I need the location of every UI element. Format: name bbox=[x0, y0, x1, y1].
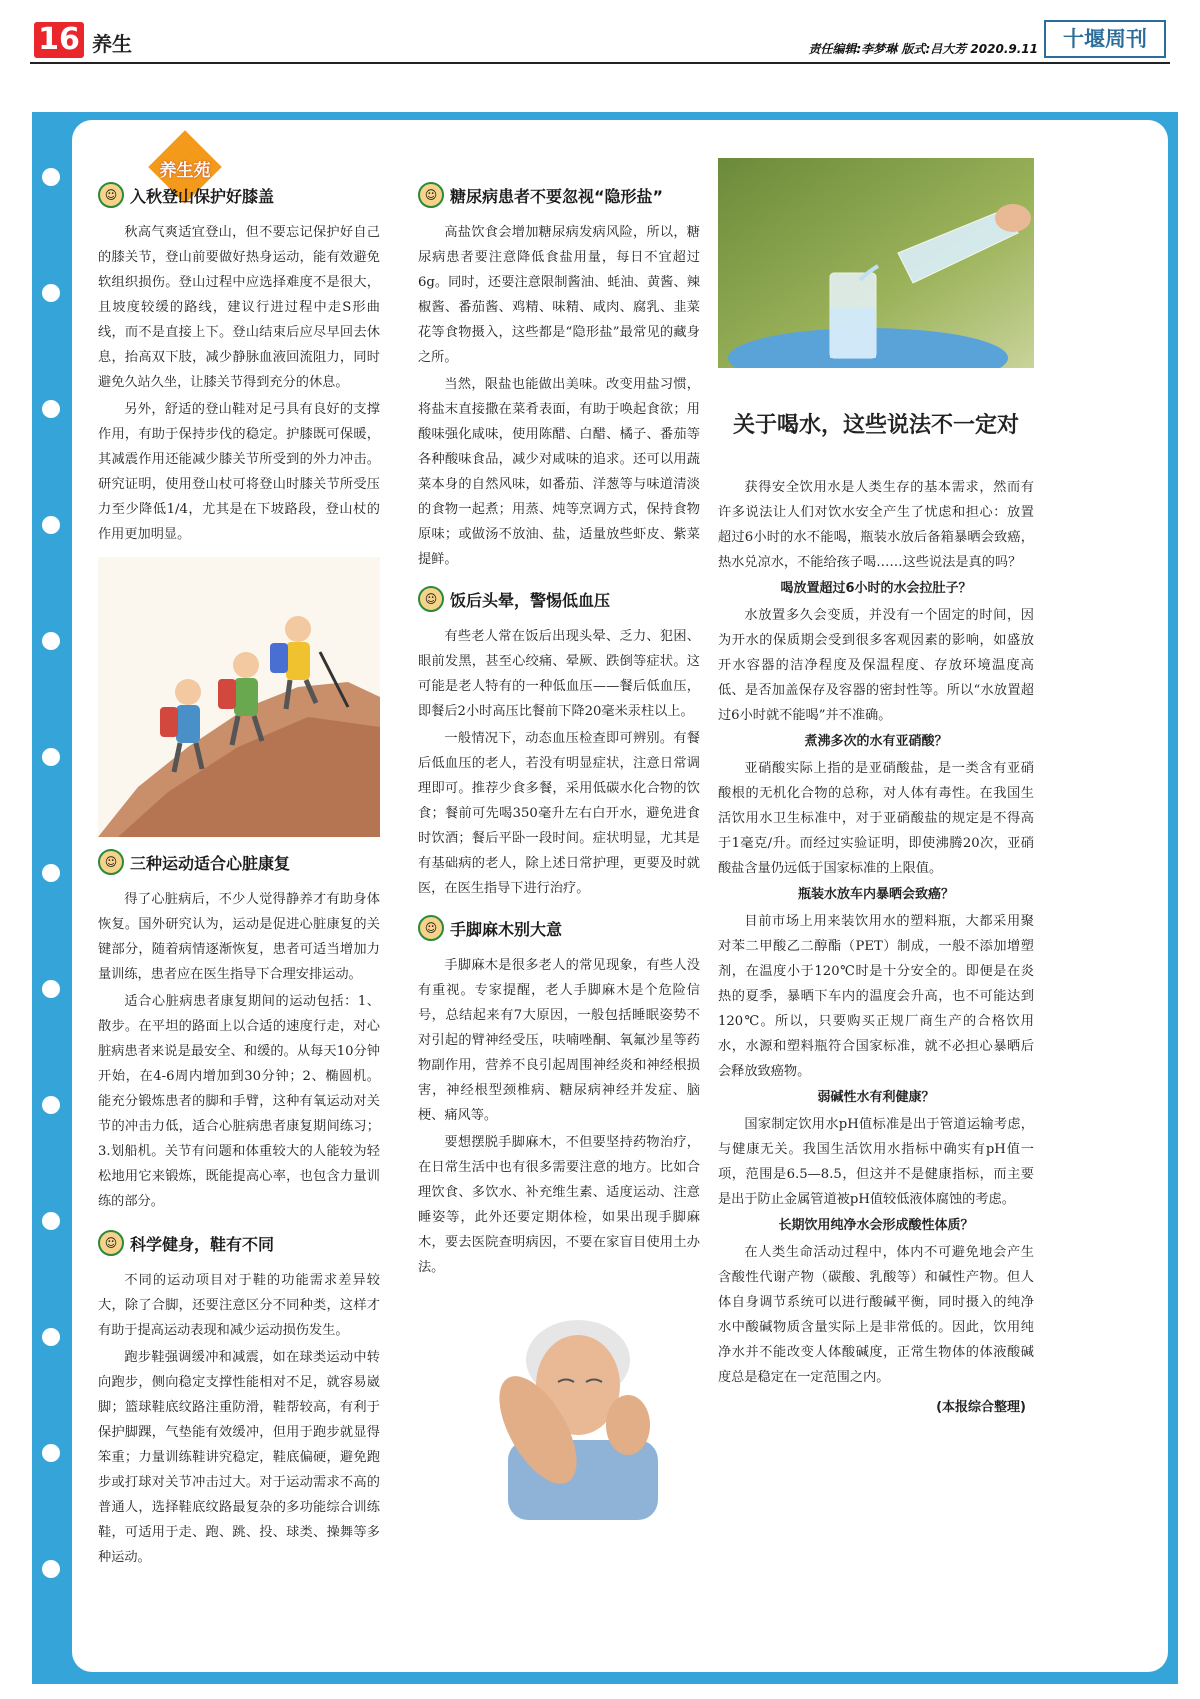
binder-hole bbox=[42, 168, 60, 186]
column-2 bbox=[418, 178, 700, 1532]
face-icon: ☺ bbox=[98, 1230, 124, 1256]
paragraph: 得了心脏病后，不少人觉得静养才有助身体恢复。国外研究认为，运动是促进心脏康复的关键部分，随着病情逐渐恢复，患者可适当增加力量训练，患者应在医生指导下合理安排运动。 bbox=[98, 892, 380, 982]
source-credit: (本报综合整理) bbox=[936, 1400, 1026, 1415]
content-frame bbox=[32, 112, 1178, 1684]
binder-hole bbox=[42, 1328, 60, 1346]
header-rule bbox=[30, 62, 1170, 64]
paragraph: 跑步鞋强调缓冲和减震，如在球类运动中转向跑步，侧向稳定支撑性能相对不足，就容易崴脚；篮球鞋底纹路注重防滑，鞋帮较高，有利于保护脚踝，气垫能有效缓冲，但用于跑步就显得笨重；力量训练鞋讲究稳定，鞋底偏硬，避免跑步或打球对关节冲击过大。对于运动需求不高的普通人，选择鞋底纹路最复杂的多功能综合训练鞋，可适用于走、跑、跳、投、球类、操舞等多种运动。 bbox=[98, 1350, 380, 1565]
section-name: 养生 bbox=[92, 32, 132, 56]
article-heading: ☺ 糖尿病患者不要忽视“隐形盐” bbox=[418, 182, 700, 208]
binder-hole bbox=[42, 864, 60, 882]
subheading: 煮沸多次的水有亚硝酸？ bbox=[804, 734, 948, 749]
paragraph: 另外，舒适的登山鞋对足弓具有良好的支撑作用，有助于保持步伐的稳定。护膝既可保暖，其减震作用还能减少膝关节所受到的外力冲击。研究证明，使用登山杖可将登山时膝关节所受压力至少降低1/4，尤其是在下坡路段，登山杖的作用更加明显。 bbox=[98, 402, 380, 542]
water-pouring-photo bbox=[718, 158, 1034, 372]
editors-line: 责任编辑:李梦琳 版式:吕大芳 2020.9.11 bbox=[808, 42, 1038, 56]
paragraph: 要想摆脱手脚麻木，不但要坚持药物治疗，在日常生活中也有很多需要注意的地方。比如合理饮食、多饮水、补充维生素、适度运动、注意睡姿等，此外还要定期体检，如果出现手脚麻木，要去医院查明病因，不要在家盲目使用土办法。 bbox=[418, 1135, 700, 1275]
paragraph: 国家制定饮用水pH值标准是出于管道运输考虑，与健康无关。我国生活饮用水指标中确实有pH值一项，范围是6.5—8.5，但这并不是健康指标，而主要是出于防止金属管道被pH值较低液体腐蚀的考虑。 bbox=[718, 1117, 1034, 1207]
face-icon: ☺ bbox=[98, 182, 124, 208]
paragraph: 当然，限盐也能做出美味。改变用盐习惯，将盐末直接撒在菜肴表面，有助于唤起食欲；用酸味强化咸味，使用陈醋、白醋、橘子、番茄等各种酸味食品，减少对咸味的追求。还可以用蔬菜本身的自然风味，如番茄、洋葱等与味道清淡的食物一起煮；用蒸、炖等烹调方式，保持食物原味；或做汤不放油、盐，适量放些虾皮、紫菜提鲜。 bbox=[418, 377, 700, 567]
face-icon: ☺ bbox=[418, 586, 444, 612]
column-3 bbox=[718, 158, 1034, 1415]
paragraph: 有些老人常在饭后出现头晕、乏力、犯困、眼前发黑，甚至心绞痛、晕厥、跌倒等症状。这可能是老人特有的一种低血压——餐后低血压，即餐后2小时高压比餐前下降20毫米汞柱以上。 bbox=[418, 629, 700, 719]
binder-hole bbox=[42, 516, 60, 534]
binder-hole bbox=[42, 284, 60, 302]
binder-hole bbox=[42, 1212, 60, 1230]
feature-title: 关于喝水，这些说法不一定对 bbox=[732, 413, 1019, 438]
paragraph: 在人类生命活动过程中，体内不可避免地会产生含酸性代谢产物（碳酸、乳酸等）和碱性产物。但人体自身调节系统可以进行酸碱平衡，同时摄入的纯净水中酸碱物质含量实际上是非常低的。因此，饮用纯净水并不能改变人体酸碱度，正常生物体的体液酸碱度总是稳定在一定范围之内。 bbox=[718, 1245, 1034, 1385]
paragraph: 水放置多久会变质，并没有一个固定的时间，因为开水的保质期会受到很多客观因素的影响，如盛放开水容器的洁净程度及保温程度、存放环境温度高低、是否加盖保存及容器的密封性等。所以“水放置超过6小时就不能喝”并不准确。 bbox=[718, 608, 1034, 723]
subheading: 弱碱性水有利健康？ bbox=[817, 1090, 935, 1105]
paragraph: 亚硝酸实际上指的是亚硝酸盐，是一类含有亚硝酸根的无机化合物的总称，对人体有毒性。在我国生活饮用水卫生标准中，对于亚硝酸盐的规定是不得高于1毫克/升。而经过实验证明，即使沸腾20次，亚硝酸盐含量仍远低于国家标准的上限值。 bbox=[718, 761, 1034, 876]
subheading: 瓶装水放车内暴晒会致癌？ bbox=[797, 887, 954, 902]
paragraph: 适合心脏病患者康复期间的运动包括：1、散步。在平坦的路面上以合适的速度行走，对心脏病患者来说是最安全、和缓的。从每天10分钟开始，在4-6周内增加到30分钟；2、椭圆机。能充分锻炼患者的脚和手臂，这种有氧运动对关节的冲击力低，适合心脏病患者康复期间练习；3.划船机。关节有问题和体重较大的人能较为轻松地用它来锻炼，既能提高心率，也包含力量训练的部分。 bbox=[98, 994, 380, 1209]
masthead-logo: 十堰周刊 bbox=[1044, 20, 1166, 58]
face-icon: ☺ bbox=[98, 849, 124, 875]
article-heading: ☺ 三种运动适合心脏康复 bbox=[98, 849, 380, 875]
binder-hole bbox=[42, 748, 60, 766]
subheading: 喝放置超过6小时的水会拉肚子？ bbox=[780, 581, 972, 596]
badge-label: 养生苑 bbox=[159, 161, 211, 181]
page-number: 16 bbox=[34, 22, 84, 58]
hikers-illustration bbox=[98, 557, 380, 841]
face-icon: ☺ bbox=[418, 915, 444, 941]
article-heading: ☺ 科学健身，鞋有不同 bbox=[98, 1230, 380, 1256]
binder-hole bbox=[42, 1444, 60, 1462]
binder-hole bbox=[42, 1096, 60, 1114]
binder-hole bbox=[42, 632, 60, 650]
binder-hole bbox=[42, 400, 60, 418]
paragraph: 获得安全饮用水是人类生存的基本需求，然而有许多说法让人们对饮水安全产生了忧虑和担心：放置超过6小时的水不能喝，瓶装水放后备箱暴晒会致癌，热水兑凉水，不能给孩子喝……这些说法是真的吗？ bbox=[718, 480, 1034, 570]
paragraph: 秋高气爽适宜登山，但不要忘记保护好自己的膝关节，登山前要做好热身运动，能有效避免软组织损伤。登山过程中应选择难度不是很大，且坡度较缓的路线，建议行进过程中走S形曲线，而不是直接上下。登山结束后应尽早回去休息，抬高双下肢，减少静脉血液回流阻力，同时避免久站久坐，让膝关节得到充分的休息。 bbox=[98, 225, 380, 390]
binder-hole bbox=[42, 980, 60, 998]
paragraph: 目前市场上用来装饮用水的塑料瓶，大都采用聚对苯二甲酸乙二醇酯（PET）制成，一般不添加增塑剂，在温度小于120℃时是十分安全的。即便是在炎热的夏季，暴晒下车内的温度会升高，也不可能达到120℃。所以，只要购买正规厂商生产的合格饮用水，水源和塑料瓶符合国家标准，就不必担心暴晒后会释放致癌物。 bbox=[718, 914, 1034, 1079]
article-heading: ☺ 入秋登山保护好膝盖 bbox=[98, 182, 380, 208]
article-heading: ☺ 手脚麻木别大意 bbox=[418, 915, 700, 941]
paragraph: 一般情况下，动态血压检查即可辨别。有餐后低血压的老人，若没有明显症状，注意日常调理即可。推荐少食多餐，采用低碳水化合物的饮食；餐前可先喝350毫升左右白开水，避免进食时饮酒；餐后平卧一段时间。症状明显，尤其是有基础病的老人，除上述日常护理，更要及时就医，在医生指导下进行治疗。 bbox=[418, 731, 700, 896]
content-panel bbox=[72, 120, 1168, 1672]
subheading: 长期饮用纯净水会形成酸性体质？ bbox=[778, 1218, 974, 1233]
page-header bbox=[30, 18, 1170, 62]
article-heading: ☺ 饭后头晕，警惕低血压 bbox=[418, 586, 700, 612]
column-1 bbox=[98, 178, 380, 1572]
paragraph: 手脚麻木是很多老人的常见现象，有些人没有重视。专家提醒，老人手脚麻木是个危险信号，总结起来有7大原因，一般包括睡眠姿势不对引起的臂神经受压，呋喃唑酮、氧氟沙星等药物副作用，营养不良引起周围神经炎和神经根损害，神经根型颈椎病、糖尿病神经并发症、脑梗、痛风等。 bbox=[418, 958, 700, 1123]
paragraph: 不同的运动项目对于鞋的功能需求差异较大，除了合脚，还要注意区分不同种类，这样才有助于提高运动表现和减少运动损伤发生。 bbox=[98, 1273, 380, 1338]
binder-hole bbox=[42, 1560, 60, 1578]
elder-elbow-pain-photo bbox=[478, 1290, 700, 1524]
face-icon: ☺ bbox=[418, 182, 444, 208]
paragraph: 高盐饮食会增加糖尿病发病风险，所以，糖尿病患者要注意降低食盐用量，每日不宜超过6g。同时，还要注意限制酱油、蚝油、黄酱、辣椒酱、番茄酱、鸡精、味精、咸肉、腐乳、韭菜花等食物摄入，这些都是“隐形盐”最常见的藏身之所。 bbox=[418, 225, 700, 365]
